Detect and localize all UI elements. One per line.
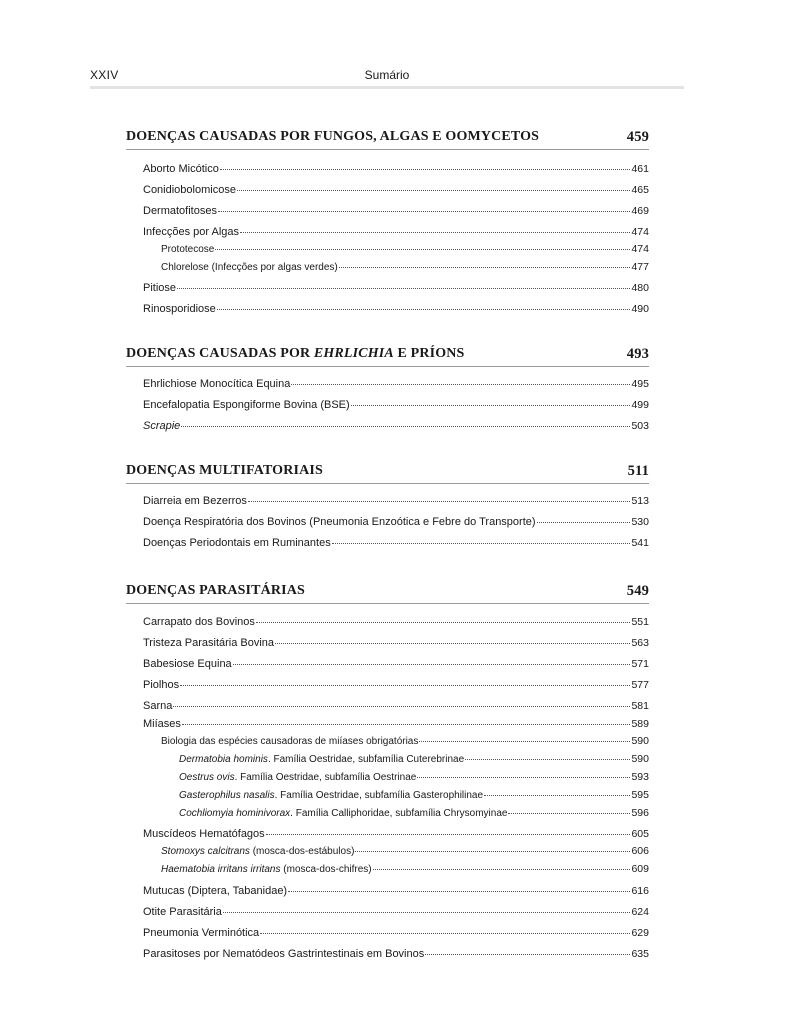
entry-label (143, 699, 172, 713)
entry-label-text: Piolhos (143, 679, 180, 691)
dot-leader (373, 868, 631, 870)
entry-page-number: 595 (631, 789, 649, 801)
toc-entry[interactable] (143, 162, 649, 176)
entry-label-italic: Cochliomyia hominivorax (179, 808, 291, 819)
section-title (126, 463, 323, 479)
dot-leader (260, 932, 630, 934)
entry-list (126, 367, 649, 433)
entry-label (143, 717, 181, 731)
entry-label (161, 863, 372, 877)
entry-page-number: 465 (631, 184, 649, 196)
entry-page-number: 571 (631, 658, 649, 670)
dot-leader (508, 812, 630, 814)
entry-label (143, 419, 180, 433)
dot-leader (288, 890, 630, 892)
entry-label-text: Carrapato dos Bovinos (143, 616, 255, 628)
dot-leader (181, 425, 630, 427)
toc-entry[interactable] (143, 884, 649, 898)
section-page-number: 511 (627, 463, 649, 479)
entry-label-text: Ehrlichiose Monocítica Equina (143, 378, 291, 390)
section-heading[interactable] (126, 580, 649, 604)
dot-leader (215, 248, 630, 250)
toc-entry[interactable] (143, 657, 649, 671)
toc-section (126, 343, 649, 433)
toc-entry[interactable] (143, 377, 649, 391)
dot-leader (180, 684, 630, 686)
entry-list (126, 150, 649, 316)
entry-label (179, 753, 464, 767)
entry-label (179, 771, 416, 785)
toc-entry[interactable] (143, 699, 649, 713)
entry-page-number: 495 (631, 378, 649, 390)
entry-page-number: 503 (631, 420, 649, 432)
entry-label-text: Miíases (143, 718, 181, 730)
toc-entry[interactable] (143, 678, 649, 692)
running-head (90, 66, 684, 89)
entry-label-text: Encefalopatia Espongiforme Bovina (BSE) (143, 399, 350, 411)
entry-label (143, 536, 331, 550)
entry-page-number: 461 (631, 163, 649, 175)
toc-entry[interactable] (143, 494, 649, 508)
entry-label (143, 827, 265, 841)
entry-page-number: 629 (631, 927, 649, 939)
entry-page-number: 589 (631, 718, 649, 730)
entry-label (143, 162, 219, 176)
entry-label-text: Aborto Micótico (143, 163, 219, 175)
section-title-text: DOENÇAS CAUSADAS POR (126, 346, 314, 361)
toc-entry[interactable] (161, 734, 649, 749)
entry-page-number: 513 (631, 495, 649, 507)
table-of-contents (126, 126, 649, 961)
dot-leader (218, 210, 630, 212)
toc-entry[interactable] (179, 788, 649, 803)
entry-page-number: 474 (631, 243, 649, 255)
dot-leader (351, 404, 631, 406)
entry-label (143, 377, 290, 391)
toc-entry[interactable] (143, 536, 649, 550)
entry-page-number: 596 (631, 807, 649, 819)
toc-entry[interactable] (179, 752, 649, 767)
entry-label (143, 615, 255, 629)
dot-leader (223, 911, 631, 913)
entry-label (143, 302, 216, 316)
entry-label-text: . Família Oestridae, subfamília Gasterophilinae (274, 790, 484, 801)
entry-label (143, 636, 274, 650)
entry-page-number: 480 (631, 282, 649, 294)
entry-label (161, 243, 214, 257)
entry-label (143, 905, 222, 919)
entry-label (179, 789, 483, 803)
toc-entry[interactable] (143, 717, 649, 731)
toc-entry[interactable] (179, 806, 649, 821)
entry-page-number: 590 (631, 735, 649, 747)
entry-page-number: 606 (631, 845, 649, 857)
section-title-text: E PRÍONS (393, 346, 465, 361)
dot-leader (332, 542, 631, 544)
entry-page-number: 490 (631, 303, 649, 315)
entry-label-text: Infecções por Algas (143, 226, 240, 238)
dot-leader (465, 758, 630, 760)
entry-label-italic: Stomoxys calcitrans (161, 846, 250, 857)
toc-entry[interactable] (143, 281, 649, 295)
toc-section (126, 126, 649, 316)
entry-page-number: 477 (631, 261, 649, 273)
dot-leader (339, 266, 631, 268)
toc-entry[interactable] (143, 827, 649, 841)
toc-entry[interactable] (161, 260, 649, 275)
entry-page-number: 499 (631, 399, 649, 411)
entry-label (143, 926, 259, 940)
entry-label-italic: Gasterophilus nasalis (179, 790, 275, 801)
entry-page-number: 551 (631, 616, 649, 628)
toc-entry[interactable] (143, 615, 649, 629)
toc-entry[interactable] (143, 947, 649, 961)
entry-page-number: 563 (631, 637, 649, 649)
entry-label-text: Dermatofitoses (143, 205, 217, 217)
dot-leader (177, 287, 630, 289)
dot-leader (220, 168, 631, 170)
entry-list (126, 604, 649, 961)
entry-page-number: 590 (631, 753, 649, 765)
toc-entry[interactable] (179, 770, 649, 785)
toc-entry[interactable] (143, 926, 649, 940)
entry-label (143, 225, 239, 239)
dot-leader (237, 189, 631, 191)
section-page-number: 549 (626, 583, 649, 599)
dot-leader (484, 794, 630, 796)
entry-label-text: Sarna (143, 700, 173, 712)
entry-label-italic: Haematobia irritans irritans (161, 864, 281, 875)
toc-entry[interactable] (143, 183, 649, 197)
dot-leader (419, 740, 630, 742)
entry-label (143, 947, 424, 961)
dot-leader (537, 521, 631, 523)
entry-label-text: Rinosporidiose (143, 303, 216, 315)
entry-label-text: (mosca-dos-chifres) (280, 864, 372, 875)
entry-label (143, 204, 217, 218)
entry-list (126, 484, 649, 550)
entry-label (143, 281, 176, 295)
section-title-text: DOENÇAS PARASITÁRIAS (126, 583, 305, 598)
entry-label-text: . Família Oestridae, subfamília Cuterebrinae (267, 754, 465, 765)
dot-leader (240, 231, 630, 233)
toc-entry[interactable] (143, 636, 649, 650)
entry-page-number: 474 (631, 226, 649, 238)
running-title: Sumário (364, 68, 410, 82)
dot-leader (291, 383, 630, 385)
dot-leader (417, 776, 630, 778)
entry-label-text: Diarreia em Bezerros (143, 495, 247, 507)
entry-page-number: 577 (631, 679, 649, 691)
entry-label (143, 515, 536, 529)
entry-label-text: Babesiose Equina (143, 658, 232, 670)
entry-label-italic: Oestrus ovis (179, 772, 235, 783)
entry-label (143, 494, 247, 508)
toc-entry[interactable] (143, 398, 649, 412)
entry-page-number: 624 (631, 906, 649, 918)
dot-leader (233, 663, 631, 665)
dot-leader (355, 850, 630, 852)
entry-page-number: 530 (631, 516, 649, 528)
toc-entry[interactable] (143, 515, 649, 529)
entry-label-text: Otite Parasitária (143, 906, 222, 918)
entry-label (143, 678, 179, 692)
entry-label (143, 657, 232, 671)
entry-page-number: 605 (631, 828, 649, 840)
dot-leader (173, 705, 630, 707)
toc-entry[interactable] (143, 204, 649, 218)
toc-section (126, 580, 649, 961)
section-heading[interactable] (126, 343, 649, 367)
entry-label-text: Mutucas (Diptera, Tabanidae) (143, 885, 288, 897)
section-heading[interactable] (126, 460, 649, 484)
entry-page-number: 581 (631, 700, 649, 712)
entry-label (143, 398, 350, 412)
dot-leader (248, 500, 631, 502)
toc-entry[interactable] (143, 302, 649, 316)
toc-entry[interactable] (161, 844, 649, 859)
section-title (126, 583, 305, 599)
entry-label-text: (mosca-dos-estábulos) (249, 846, 355, 857)
entry-label-text: Chlorelose (Infecções por algas verdes) (161, 262, 338, 273)
section-title (126, 129, 539, 145)
dot-leader (425, 953, 630, 955)
entry-label (143, 884, 287, 898)
toc-entry[interactable] (143, 419, 649, 433)
entry-label-text: Doenças Periodontais em Ruminantes (143, 537, 331, 549)
entry-label (161, 261, 338, 275)
entry-label-text: Muscídeos Hematófagos (143, 828, 265, 840)
toc-entry[interactable] (161, 862, 649, 877)
entry-page-number: 469 (631, 205, 649, 217)
section-title (126, 346, 464, 362)
dot-leader (266, 833, 631, 835)
entry-label (161, 735, 418, 749)
page-number: XXIV (90, 68, 119, 82)
entry-label-italic: Scrapie (143, 420, 181, 432)
section-title-italic: EHRLICHIA (313, 346, 394, 361)
entry-label-text: Biologia das espécies causadoras de miíases obrigatórias (161, 736, 419, 747)
entry-page-number: 609 (631, 863, 649, 875)
entry-label-text: Tristeza Parasitária Bovina (143, 637, 275, 649)
entry-label-italic: Dermatobia hominis (179, 754, 268, 765)
dot-leader (182, 723, 631, 725)
entry-page-number: 593 (631, 771, 649, 783)
dot-leader (217, 308, 631, 310)
entry-label-text: Prototecose (161, 244, 215, 255)
entry-label-text: Pneumonia Verminótica (143, 927, 260, 939)
dot-leader (275, 642, 630, 644)
entry-label-text: Doença Respiratória dos Bovinos (Pneumonia Enzoótica e Febre do Transporte) (143, 516, 536, 528)
entry-label-text: . Família Calliphoridae, subfamília Chrysomyinae (290, 808, 508, 819)
entry-label (161, 845, 354, 859)
dot-leader (256, 621, 631, 623)
toc-entry[interactable] (143, 905, 649, 919)
toc-entry[interactable] (143, 225, 649, 239)
entry-page-number: 541 (631, 537, 649, 549)
entry-label-text: . Família Oestridae, subfamília Oestrinae (234, 772, 417, 783)
toc-entry[interactable] (161, 242, 649, 257)
section-title-text: DOENÇAS CAUSADAS POR FUNGOS, ALGAS E OOMYCETOS (126, 129, 540, 144)
section-title-text: DOENÇAS MULTIFATORIAIS (126, 463, 323, 478)
entry-page-number: 616 (631, 885, 649, 897)
entry-label (179, 807, 507, 821)
entry-label (143, 183, 236, 197)
section-page-number: 459 (626, 129, 649, 145)
section-heading[interactable] (126, 126, 649, 150)
entry-label-text: Conidiobolomicose (143, 184, 236, 196)
section-page-number: 493 (626, 346, 649, 362)
toc-section (126, 460, 649, 550)
entry-label-text: Parasitoses por Nematódeos Gastrintestinais em Bovinos (143, 948, 425, 960)
entry-label-text: Pitiose (143, 282, 177, 294)
entry-page-number: 635 (631, 948, 649, 960)
